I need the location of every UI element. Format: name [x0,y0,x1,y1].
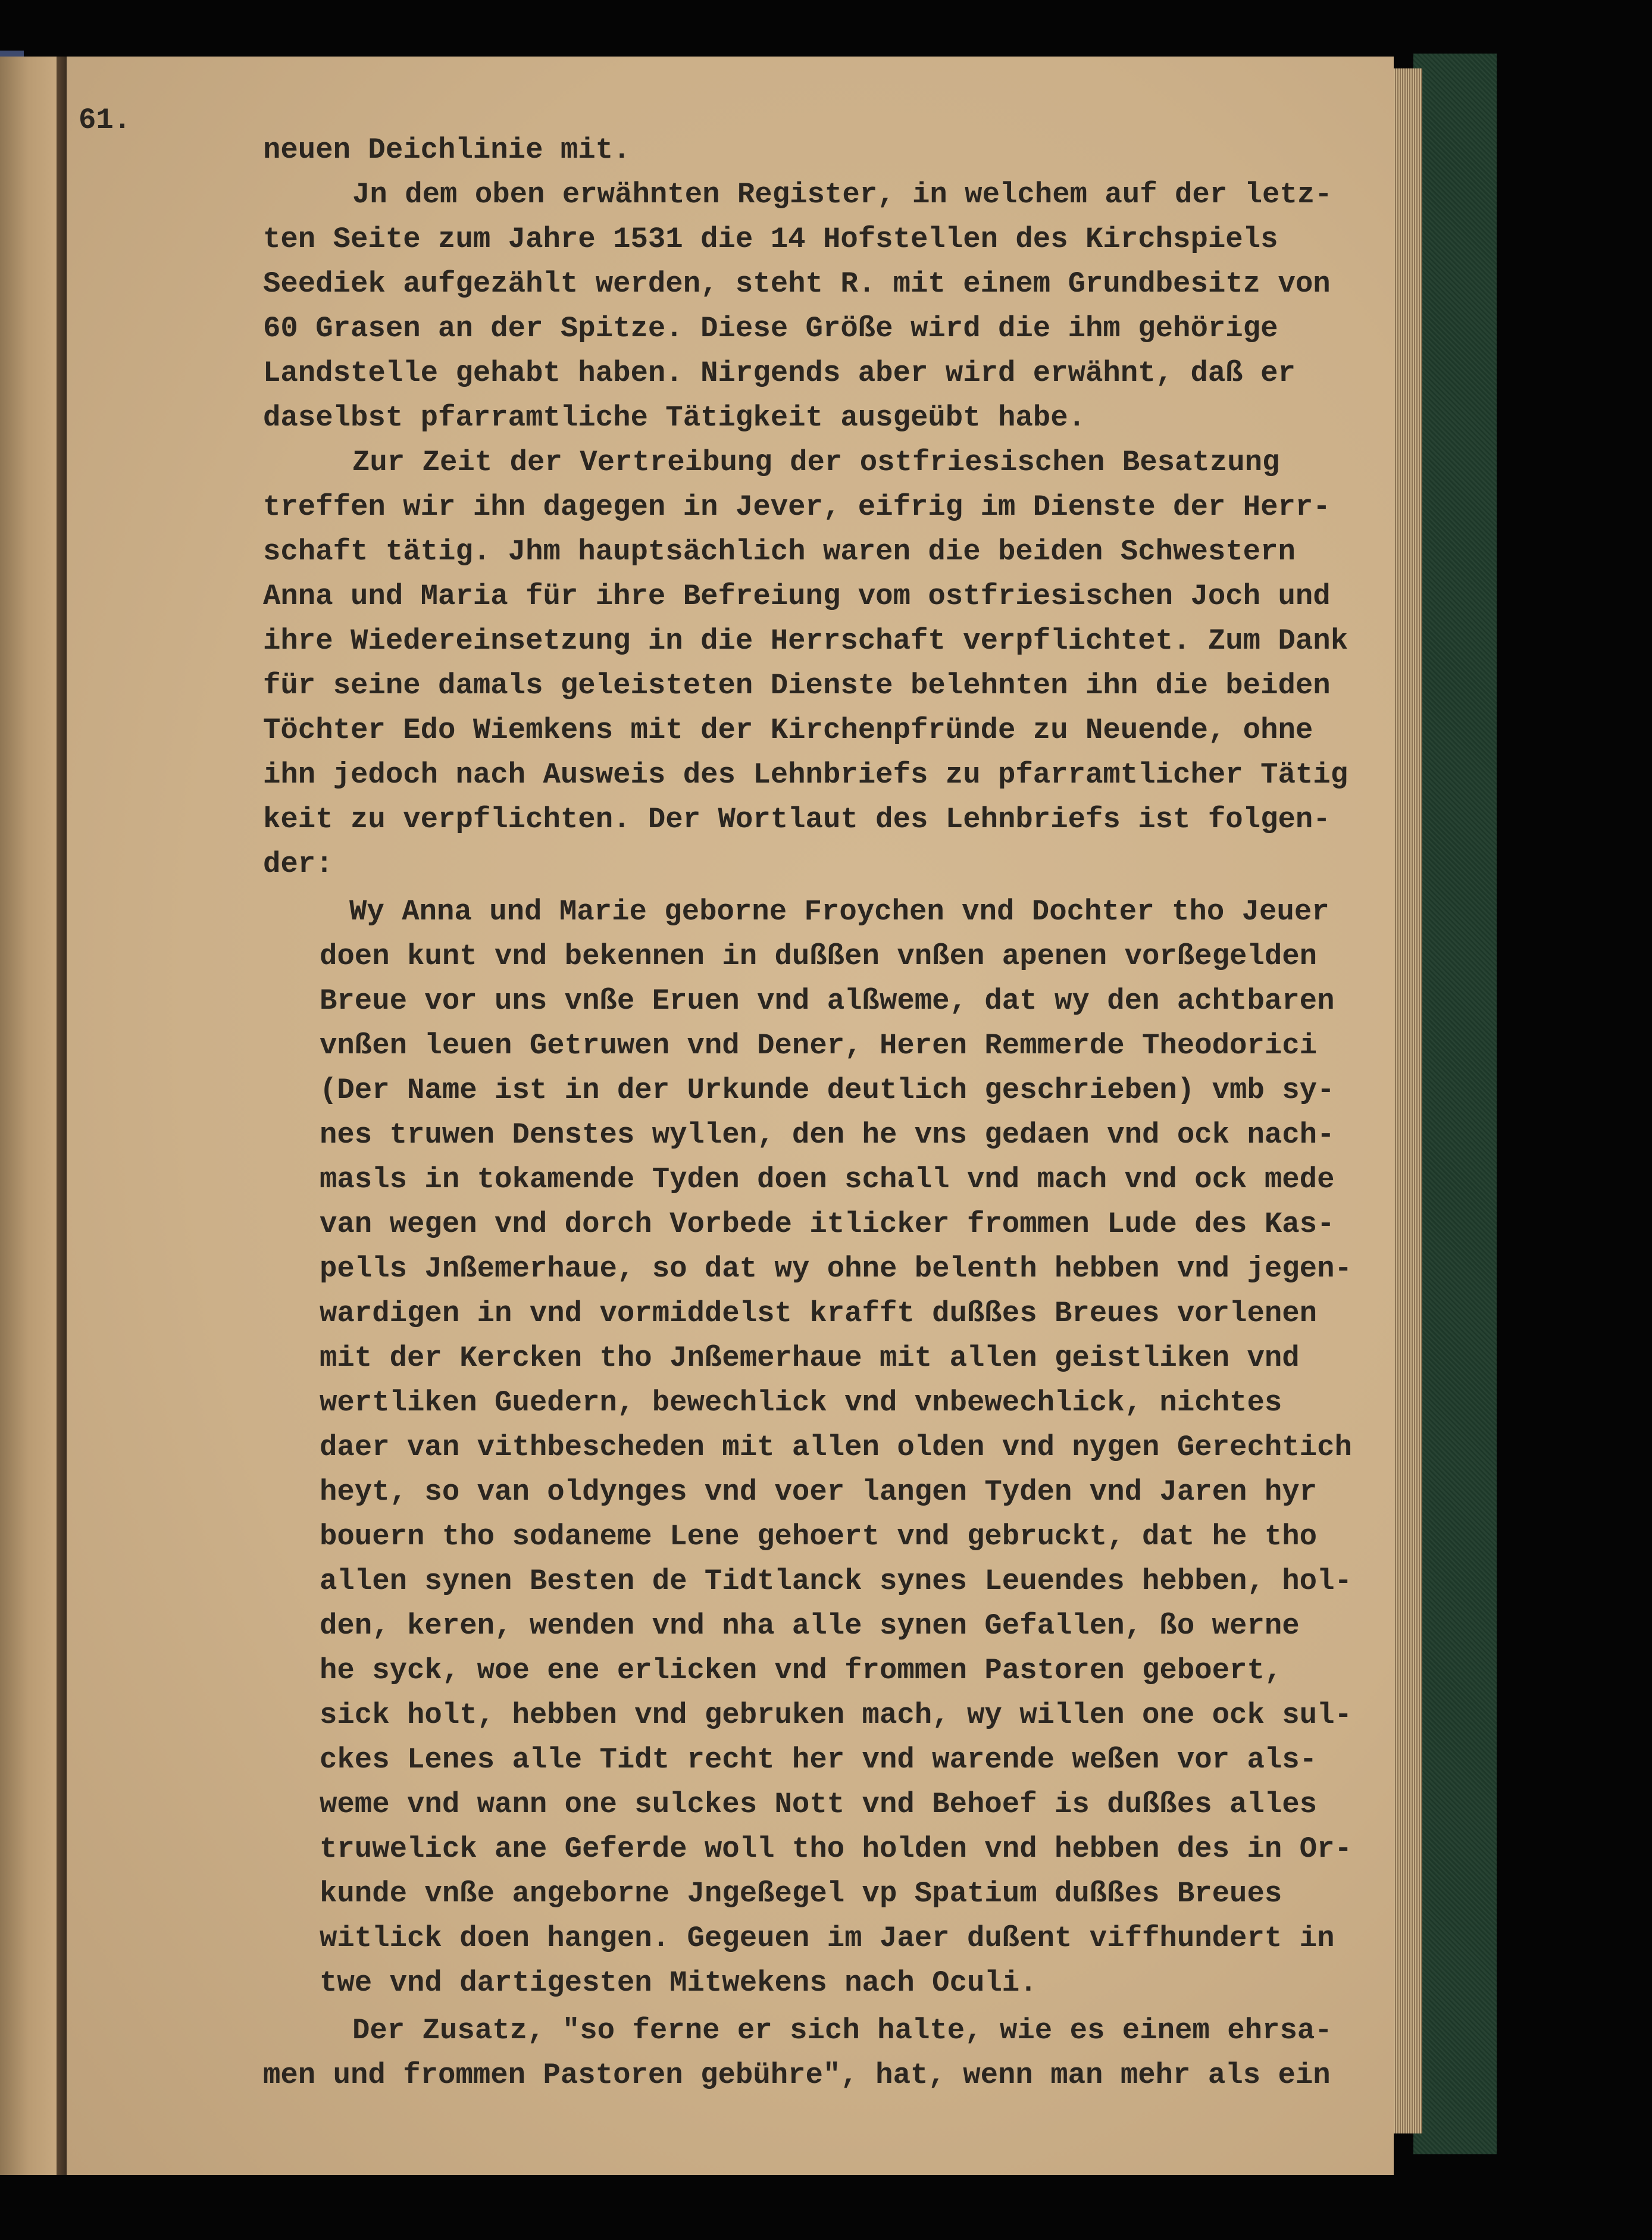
quote-line: nes truwen Denstes wyllen, den he vns gedaen vnd ock nach- [320,1118,1335,1152]
quote-line: kunde vnße angeborne Jngeßegel vp Spatium dußßes Breues [320,1877,1282,1910]
text-line: der: [263,847,333,881]
quote-line: vnßen leuen Getruwen vnd Dener, Heren Remmerde Theodorici [320,1029,1318,1062]
quote-line: heyt, so van oldynges vnd voer langen Tyden vnd Jaren hyr [320,1475,1318,1509]
document-page [67,57,1394,2175]
text-line: Zur Zeit der Vertreibung der ostfriesischen Besatzung [352,446,1280,479]
quoted-charter [263,890,1441,2006]
quote-line: den, keren, wenden vnd nha alle synen Gefallen, ßo werne [320,1609,1300,1643]
text-line: für seine damals geleisteten Dienste belehnten ihn die beiden [263,669,1331,702]
quote-line: he syck, woe ene erlicken vnd frommen Pastoren geboert, [320,1654,1282,1687]
text-line: men und frommen Pastoren gebühre", hat, wenn man mehr als ein [263,2058,1331,2092]
paragraph [263,440,1441,887]
text-line: Landstelle gehabt haben. Nirgends aber wird erwähnt, daß er [263,356,1296,390]
text-line: keit zu verpflichten. Der Wortlaut des Lehnbriefs ist folgen- [263,803,1331,836]
text-line: schaft tätig. Jhm hauptsächlich waren die beiden Schwestern [263,535,1296,568]
quote-line: daer van vithbescheden mit allen olden vnd nygen Gerechtich [320,1431,1352,1464]
quote-line: van wegen vnd dorch Vorbede itlicker frommen Lude des Kas- [320,1207,1335,1241]
text-line: Seediek aufgezählt werden, steht R. mit einem Grundbesitz von [263,267,1331,301]
quote-line: allen synen Besten de Tidtlanck synes Leuendes hebben, hol- [320,1565,1352,1598]
text-line: treffen wir ihn dagegen in Jever, eifrig im Dienste der Herr- [263,490,1331,524]
quote-line: Breue vor uns vnße Eruen vnd alßweme, dat wy den achtbaren [320,984,1335,1018]
paragraph [263,173,1441,440]
text-line: 60 Grasen an der Spitze. Diese Größe wird die ihm gehörige [263,312,1278,345]
quote-line: wertliken Guedern, bewechlick vnd vnbewechlick, nichtes [320,1386,1282,1419]
facing-page-edge [0,57,62,2175]
text-line: ten Seite zum Jahre 1531 die 14 Hofstellen des Kirchspiels [263,223,1278,256]
text-line: ihre Wiedereinsetzung in die Herrschaft verpflichtet. Zum Dank [263,624,1348,658]
quote-line: doen kunt vnd bekennen in dußßen vnßen apenen vorßegelden [320,940,1318,973]
quote-line: (Der Name ist in der Urkunde deutlich geschrieben) vmb sy- [320,1074,1335,1107]
quote-line: pells Jnßemerhaue, so dat wy ohne belenth hebben vnd jegen- [320,1252,1352,1285]
paragraph [263,2009,1441,2098]
quote-line: bouern tho sodaneme Lene gehoert vnd gebruckt, dat he tho [320,1520,1318,1553]
text-line: Anna und Maria für ihre Befreiung vom ostfriesischen Joch und [263,580,1331,613]
text-line: Der Zusatz, "so ferne er sich halte, wie es einem ehrsa- [352,2014,1332,2047]
text-line: ihn jedoch nach Ausweis des Lehnbriefs zu pfarramtlicher Tätig [263,758,1348,791]
quote-line: twe vnd dartigesten Mitwekens nach Oculi. [320,1966,1037,2000]
paragraph [263,128,1441,173]
page-number: 61. [79,104,132,137]
text-line: Jn dem oben erwähnten Register, in welchem auf der letz- [352,178,1332,211]
quote-line: ckes Lenes alle Tidt recht her vnd warende weßen vor als- [320,1743,1318,1776]
quote-line: sick holt, hebben vnd gebruken mach, wy willen one ock sul- [320,1698,1352,1732]
page-body [263,128,1441,2098]
quote-line: witlick doen hangen. Gegeuen im Jaer dußent viffhundert in [320,1922,1335,1955]
quote-line: mit der Kercken tho Jnßemerhaue mit allen geistliken vnd [320,1341,1300,1375]
text-line: Töchter Edo Wiemkens mit der Kirchenpfründe zu Neuende, ohne [263,714,1313,747]
quote-line: wardigen in vnd vormiddelst krafft dußßes Breues vorlenen [320,1297,1318,1330]
quote-line: truwelick ane Geferde woll tho holden vnd hebben des in Or- [320,1832,1352,1866]
quote-line: Wy Anna und Marie geborne Froychen vnd Dochter tho Jeuer [349,895,1329,928]
text-line: neuen Deichlinie mit. [263,133,631,167]
text-line: daselbst pfarramtliche Tätigkeit ausgeübt habe. [263,401,1086,434]
quote-line: masls in tokamende Tyden doen schall vnd mach vnd ock mede [320,1163,1335,1196]
quote-line: weme vnd wann one sulckes Nott vnd Behoef is dußßes alles [320,1788,1318,1821]
